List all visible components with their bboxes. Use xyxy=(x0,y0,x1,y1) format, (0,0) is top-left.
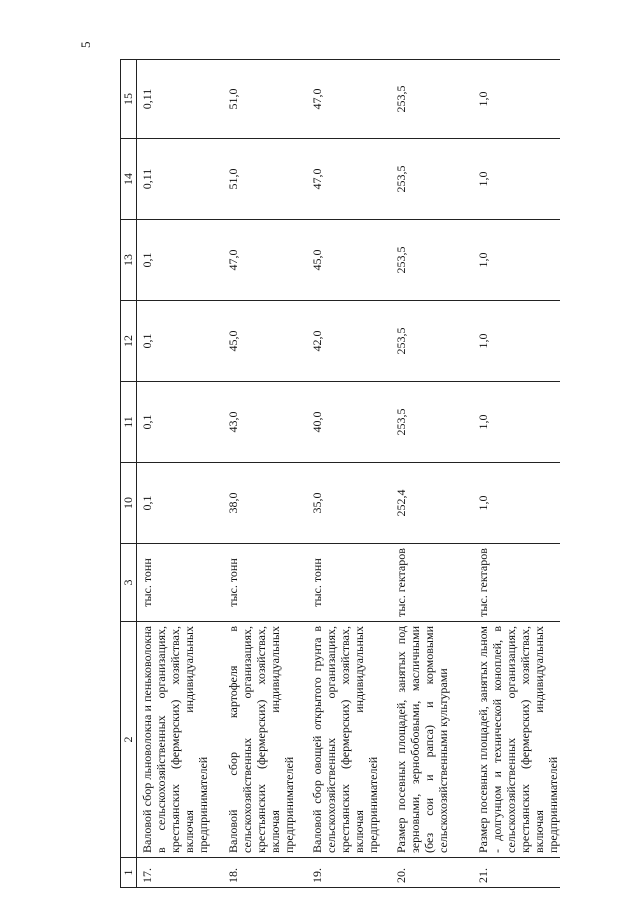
row-description: Валовой сбор картофеля в сельскохозяйственных организациях, крестьянских (фермерских) хозяйствах, включая индивидуальных предпринимателей xyxy=(223,622,307,858)
table-row xyxy=(307,60,391,888)
value-col-13: 47,0 xyxy=(223,220,307,301)
value-col-12: 1,0 xyxy=(473,301,560,382)
value-col-12: 253,5 xyxy=(391,301,473,382)
value-col-15: 51,0 xyxy=(223,60,307,139)
table-row xyxy=(391,60,473,888)
table-row xyxy=(223,60,307,888)
row-unit: тыс. тонн xyxy=(223,544,307,622)
row-number: 17. xyxy=(137,858,223,888)
value-col-11: 1,0 xyxy=(473,382,560,463)
value-col-12: 0,1 xyxy=(137,301,223,382)
header-row xyxy=(121,60,137,888)
header-col-11: 11 xyxy=(121,382,137,463)
value-col-15: 1,0 xyxy=(473,60,560,139)
row-unit: тыс. гектаров xyxy=(473,544,560,622)
row-unit: тыс. тонн xyxy=(307,544,391,622)
header-col-2: 2 xyxy=(121,622,137,858)
value-col-10: 0,1 xyxy=(137,463,223,544)
row-description: Размер посевных площадей, занятых льном - долгунцом и технической коноплей, в сельскохозяйственных организациях, крестьянских (фермерских) хозяйствах, включая индивидуальных предпринимателей xyxy=(473,622,560,858)
value-col-10: 1,0 xyxy=(473,463,560,544)
header-col-3: 3 xyxy=(121,544,137,622)
value-col-10: 35,0 xyxy=(307,463,391,544)
row-unit: тыс. тонн xyxy=(137,544,223,622)
row-number: 19. xyxy=(307,858,391,888)
header-col-14: 14 xyxy=(121,139,137,220)
value-col-15: 0,11 xyxy=(137,60,223,139)
table-row xyxy=(473,60,560,888)
table-row xyxy=(137,60,223,888)
header-col-10: 10 xyxy=(121,463,137,544)
value-col-10: 252,4 xyxy=(391,463,473,544)
page-number: 5 xyxy=(78,41,93,48)
row-unit: тыс. гектаров xyxy=(391,544,473,622)
value-col-12: 42,0 xyxy=(307,301,391,382)
header-col-13: 13 xyxy=(121,220,137,301)
value-col-10: 38,0 xyxy=(223,463,307,544)
row-number: 21. xyxy=(473,858,560,888)
value-col-12: 45,0 xyxy=(223,301,307,382)
value-col-11: 0,1 xyxy=(137,382,223,463)
rotated-table-container xyxy=(120,60,560,888)
value-col-15: 253,5 xyxy=(391,60,473,139)
value-col-15: 47,0 xyxy=(307,60,391,139)
value-col-11: 253,5 xyxy=(391,382,473,463)
value-col-14: 0,11 xyxy=(137,139,223,220)
row-number: 20. xyxy=(391,858,473,888)
value-col-11: 40,0 xyxy=(307,382,391,463)
value-col-14: 1,0 xyxy=(473,139,560,220)
row-description: Валовой сбор овощей открытого грунта в сельскохозяйственных организациях, крестьянских (фермерских) хозяйствах, включая индивидуальных предпринимателей xyxy=(307,622,391,858)
header-col-15: 15 xyxy=(121,60,137,139)
value-col-14: 253,5 xyxy=(391,139,473,220)
value-col-14: 47,0 xyxy=(307,139,391,220)
value-col-13: 253,5 xyxy=(391,220,473,301)
value-col-13: 1,0 xyxy=(473,220,560,301)
row-description: Размер посевных площадей, занятых под зерновыми, зернобобовыми, масличными (без сои и рапса) и кормовыми сельскохозяйственными культурами xyxy=(391,622,473,858)
value-col-13: 0,1 xyxy=(137,220,223,301)
row-number: 18. xyxy=(223,858,307,888)
value-col-13: 45,0 xyxy=(307,220,391,301)
value-col-14: 51,0 xyxy=(223,139,307,220)
header-col-12: 12 xyxy=(121,301,137,382)
row-description: Валовой сбор льноволокна и пеньковолокна в сельскохозяйственных организациях, крестьянских (фермерских) хозяйствах, включая индивидуальных предпринимателей xyxy=(137,622,223,858)
header-col-1: 1 xyxy=(121,858,137,888)
value-col-11: 43,0 xyxy=(223,382,307,463)
indicators-table xyxy=(120,59,560,888)
